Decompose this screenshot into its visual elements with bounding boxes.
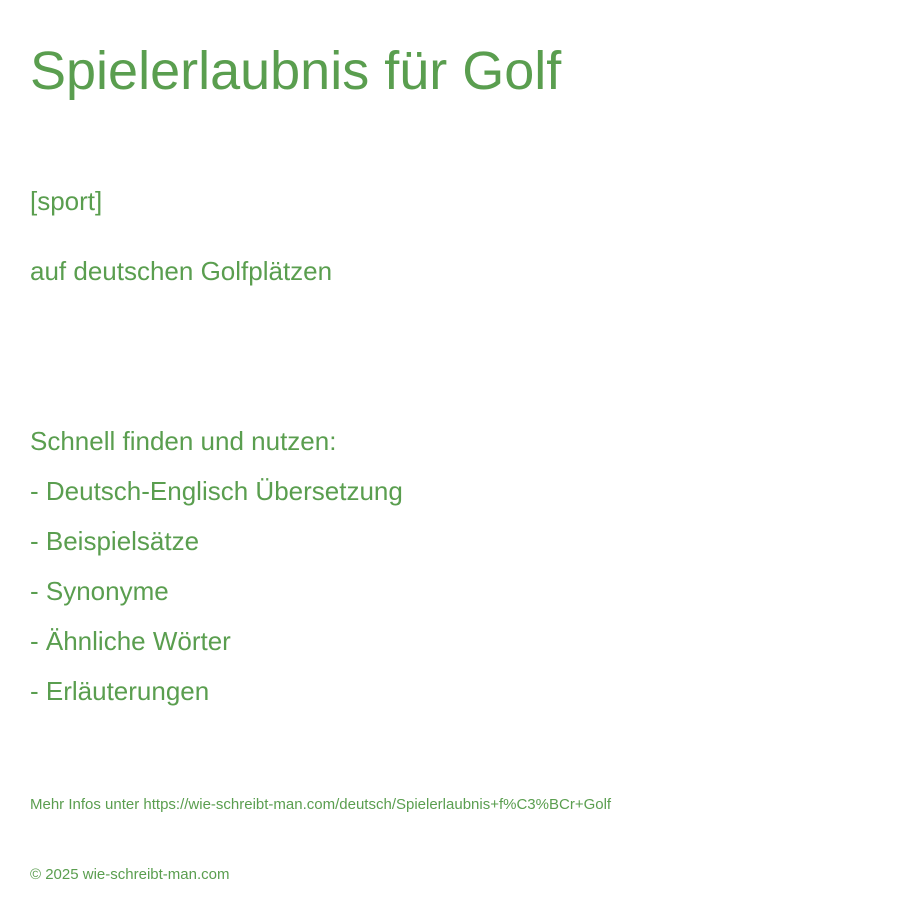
list-item-examples: - Beispielsätze <box>30 526 200 556</box>
list-item-explanations: - Erläuterungen <box>30 676 210 706</box>
list-item-translation: - Deutsch-Englisch Übersetzung <box>30 476 403 506</box>
page-title: Spielerlaubnis für Golf <box>30 41 562 101</box>
list-item-similar-words: - Ähnliche Wörter <box>30 626 231 656</box>
list-item-synonyms: - Synonyme <box>30 576 169 606</box>
category-label: [sport] <box>30 186 103 216</box>
quick-heading: Schnell finden und nutzen: <box>30 426 337 456</box>
more-info-text: Mehr Infos unter https://wie-schreibt-man.com/deutsch/Spielerlaubnis+f%C3%BCr+Golf <box>30 796 612 813</box>
copyright-text: © 2025 wie-schreibt-man.com <box>30 866 230 883</box>
definition-text: auf deutschen Golfplätzen <box>30 256 333 286</box>
